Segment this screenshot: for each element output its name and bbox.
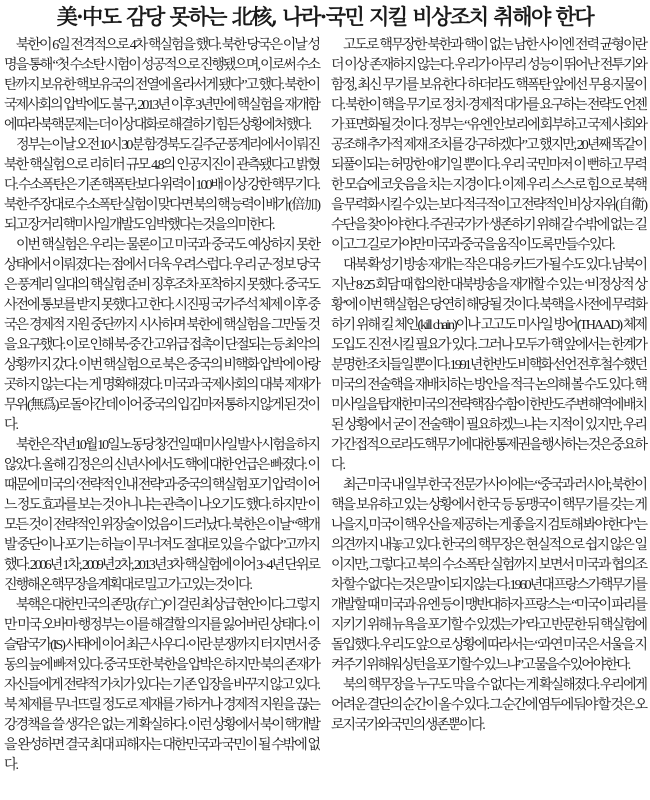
paragraph: 고도로 핵무장한 북한과 핵이 없는 남한 사이엔 전력 균형이란 더 이상 존재하지 않는다. 우리가 아무리 성능이 뛰어난 전투기와 함정, 최신 무기를 보유한다 하더라도 핵폭탄 앞에선 무용지물이다. 북한이 핵을 무기로 정치·경제적 대가를 요구하는 전략도 언젠가 표면화될 것이다. 정부는 “유엔 안보리에 회부하고 국제 사회와 공조해 추가적 제재 조치를 강구하겠다”고 했지만, 20년째 똑같이 되풀이되는 허망한 얘기일 뿐이다. 우리 국민마저 이 뻔하고 무력한 모습에 코웃음을 치는 지경이다. 이제 우리 스스로 힘으로 북핵을 무력화시킬 수 있는 보다 적극적이고 전략적인 비상 자위(自衛) 수단을 찾아야 한다. 주권국가가 생존하기 위해 갈 수밖에 없는 길이고 그 길로 가야만 미국과 중국을 움직이도록 만들 수 있다. (331, 38, 646, 253)
article-body (4, 36, 646, 798)
headline: 美·中도 감당 못하는 北核, 나라·국민 지킬 비상조치 취해야 한다 (56, 4, 594, 29)
paragraph: 북한이 6일 전격적으로 4차 핵실험을 했다. 북한 당국은 이날 성명을 통해 “첫 수소탄 시험이 성공적으로 진행됐으며, 이로써 수소탄까지 보유한 핵보유국의 전열에 올라서게 됐다”고 했다. 북한이 국제사회의 압박에도 불구, 2013년 이후 3년만에 핵실험을 재개함에 따라 북핵 문제는 더 이상 대화로 해결하기 힘든 상황에 처했다. (4, 38, 319, 133)
paragraph: 정부는 이날 오전 10시 30분 함경북도 길주군 풍계리에서 이뤄진 북한 핵실험으로 리히터 규모 4.8의 인공지진이 관측됐다고 밝혔다. 수소폭탄은 기존 핵폭탄보다 위력이 100배 이상 강한 핵무기다. 북한 주장대로 수소폭탄 실험이 맞다면 북의 핵 능력이 배가(倍加)되고 장거리 핵미사일 개발도 임박했다는 것을 의미한다. (4, 138, 319, 233)
paragraph: 최근 미국 내 일부 한국 전문가 사이에는 “중국과 러시아, 북한이 핵을 보유하고 있는 상황에서 한국 등 동맹국이 핵무기를 갖는 게 나을지, 미국이 핵우산을 제공하는 게 좋을지 검토해 봐야 한다”는 의견까지 내놓고 있다. 한국의 핵무장은 현실적으로 쉽지 않은 일이지만, 그렇다고 북의 수소폭탄 실험까지 보면서 미국과 협의조차 할 수 없다는 것은 말이 되지 않는다. 1960년대 프랑스가 핵무기를 개발할 때 미국과 유엔 등이 맹반대하자 프랑스는 “미국이 파리를 지키기 위해 뉴욕을 포기할 수 있겠는가”라고 반문한 뒤 핵실험에 돌입했다. 우리도 앞으로 상황에 따라서는 “과연 미국은 서울을 지켜주기 위해 워싱턴을 포기할 수 있느냐”고 물을 수 있어야 한다. (331, 478, 646, 673)
paragraph: 이번 핵실험은 우리는 물론이고 미국과 중국도 예상하지 못한 상태에서 이뤄졌다는 점에서 더욱 우려스럽다. 우리 군·정보 당국은 풍계리 일대의 핵실험 준비 징후조차 포착하지 못했다. 중국도 사전에 통보를 받지 못했다고 한다. 시진핑 국가주석 체제 이후 중국은 경제적 지원 중단까지 시사하며 북한에 핵실험을 그만둘 것을 요구했다. 이로 인해 북·중 간 고위급 접촉이 단절되는 등 최악의 상황까지 갔다. 이번 핵실험으로 북은 중국의 비핵화 압박에 아랑곳하지 않는다는 게 명확해졌다. 미국과 국제사회의 대북 제재가 무위(無爲)로 돌아간 데 이어 중국의 입김마저 통하지 않게 된 것이다. (4, 238, 319, 433)
paragraph: 북핵은 대한민국의 존망(存亡)이 걸린 최상급 현안이다. 그렇지만 미국 오바마 행정부는 이를 해결할 의지를 잃어버린 상태다. 이슬람국가(IS) 사태에 이어 최근 사우디·이란 분쟁까지 터지면서 중동의 늪에 빠져 있다. 중국 또한 북한을 압박은 하지만 북의 존재가 자신들에게 전략적 가치가 있다는 기존 입장을 바꾸지 않고 있다. 북 체제를 무너뜨릴 정도로 제재를 가하거나 경제적 지원을 끊는 강경책을 쓸 생각은 없는 게 확실하다. 이런 상황에서 북이 핵개발을 완성하면 결국 최대 피해자는 대한민국과 국민이 될 수밖에 없다. (4, 598, 319, 773)
paragraph: 대북 확성기 방송 재개는 작은 대응 카드가 될 수도 있다. 남북이 지난 8·25 회담 때 합의한 대북방송을 재개할 수 있는 ‘비정상적 상황’에 이번 핵실험은 당연히 해당될 것이다. 북핵을 사전에 무력화하기 위해 킬 체인(kill chain)이나 고고도 미사일 방어(THAAD) 체제 도입도 진전시킬 필요가 있다. 그러나 모두가 핵 앞에서는 한계가 분명한 조치들일 뿐이다. 1991년 한반도 비핵화 선언 전후 철수했던 미국의 전술핵을 재배치하는 방안을 적극 논의해 볼 수도 있다. 핵미사일을 탑재한 미국의 전략핵잠수함이 한반도 주변 해역에 배치된 상황에서 굳이 전술핵이 필요하겠느냐는 지적이 있지만, 우리가 간접적으로라도 핵무기에 대한 통제권을 행사하는 것은 중요하다. (331, 258, 646, 473)
paragraph: 북의 핵무장을 누구도 막을 수 없다는 게 확실해졌다. 우리에게 어려운 결단의 순간이 올 수 있다. 그 순간에 염두에 둬야 할 것은 오로지 국가와 국민의 생존뿐이다. (331, 678, 646, 733)
paragraph: 북한은 작년 10월 10일 노동당 창건일 때 미사일 발사 시험을 하지 않았다. 올해 김정은의 신년사에서도 핵에 대한 언급은 빠졌다. 이 때문에 미국의 ‘전략적 인내 전략’과 중국의 핵실험 포기 압력이 어느 정도 효과를 보는 것 아니냐는 관측이 나오기도 했다. 하지만 이 모든 것이 전략적인 위장술이었음이 드러났다. 북한은 이날 “핵개발 중단이나 포기는 하늘이 무너져도 절대로 있을 수 없다”고까지 했다. 2006년 1차, 2009년 2차, 2013년 3차 핵실험에 이어 3~4년 단위로 진행해 온 핵무장을 계획대로 밀고 가고 있는 것이다. (4, 438, 319, 593)
